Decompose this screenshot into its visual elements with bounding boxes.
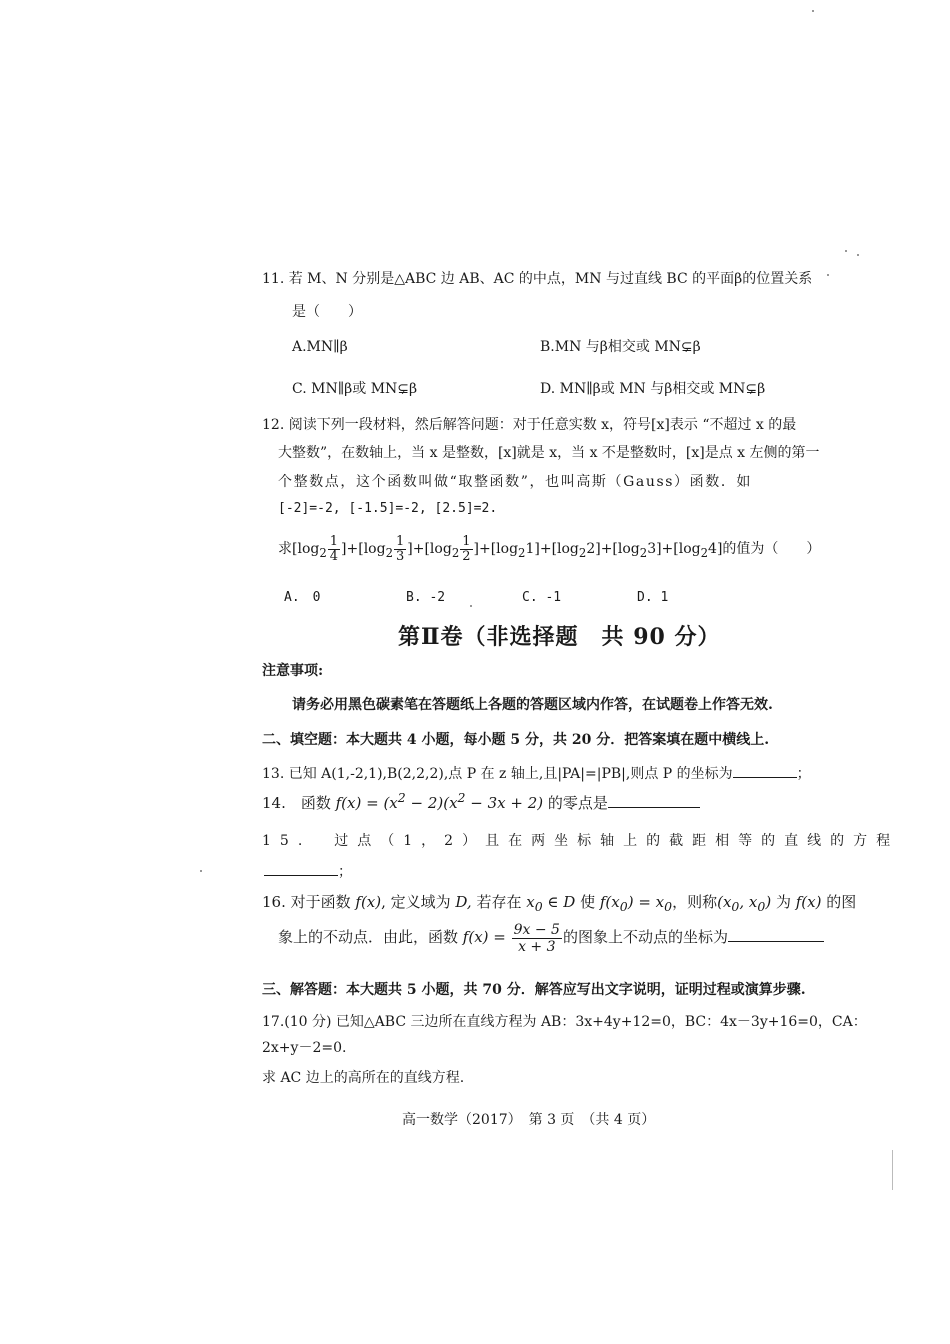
q16-math-x0: $x_0$ ∈ D [521,893,581,914]
q12-line-3: 个整数点，这个函数叫做“取整函数”，也叫高斯（Gauss）函数．如 [278,474,753,490]
q12-option-c: C. -1 [522,590,562,605]
log-sum-expression: [$\log_2$ $\frac{1}{4}$ ]$+[\log_2$ $\frac{1}{3}$ ]$+[\log_2$ $\frac{1}{2}$ ]$+[\log_21]+[\log_22]+[\log_23]+[\log_24]$ [292,533,723,564]
q12-option-b: B. -2 [406,590,446,605]
q16-math-fx: f(x) [350,893,382,911]
q12-line-2: 大整数”，在数轴上，当 x 是整数，[x]就是 x，当 x 不是整数时，[x]是点 x 左侧的第一 [278,445,820,461]
q16-text-c: 若存在 [476,893,522,911]
q12-line-4: [-2]=-2, [-1.5]=-2, [2.5]=2. [278,501,498,516]
section-2-title: 第Ⅱ卷（非选择题 共 90 分） [398,624,721,650]
scan-speck [857,254,859,256]
q14-suffix: 的零点是 [547,794,608,812]
q14 [262,789,700,812]
q16-text-f: 为 [775,893,791,911]
fill-in-section-heading: 二、填空题：本大题共 4 小题，每小题 5 分，共 20 分．把答案填在题中横线上. [262,732,770,748]
notice-body: 请务必用黑色碳素笔在答题纸上各题的答题区域内作答，在试题卷上作答无效. [292,697,773,713]
q16-math-point: ($x_0$, $x_0$) [717,893,776,914]
q15-end: ； [338,864,352,880]
q11-option-d: D. MN∥β或 MN 与β相交或 MN⊊β [540,381,766,397]
q11-stem-cont: 是（ ） [292,304,362,320]
q16-math-fx-2: f(x) [790,893,827,911]
q16-text-h: 象上的不动点．由此，函数 [278,928,459,946]
notice-heading: 注意事项: [262,663,324,679]
scan-edge-mark [892,1150,893,1190]
solution-section-heading: 三、解答题：本大题共 5 小题，共 70 分．解答应写出文字说明，证明过程或演算步骤. [262,982,806,998]
q16-text-g: 的图 [826,893,857,911]
scan-speck [812,10,814,12]
q17-line-3: 求 AC 边上的高所在的直线方程. [262,1070,465,1086]
q12-question [278,534,820,568]
q16-text-d: 使 [580,893,596,911]
q16-line-2 [278,920,824,955]
scan-speck [470,605,472,607]
scan-speck [827,274,829,276]
q12-line-1: 12. 阅读下列一段材料，然后解答问题：对于任意实数 x，符号[x]表示 “不超过 x 的最 [262,417,797,433]
q16-text-i: 的图象上不动点的坐标为 [562,928,728,946]
q16-math-eq: $f(x_0) = x_0$ [595,893,673,914]
q13-text: 13. 已知 A(1,-2,1),B(2,2,2),点 P 在 z 轴上,且|PA|=|PB|,则点 P 的坐标为 [262,766,733,782]
q11-option-a: A.MN∥β [292,339,348,355]
q16-math-d: D, [450,893,477,911]
q12-option-d: D. 1 [637,590,669,605]
q16-line-1 [262,893,856,916]
q12-question-prefix: 求 [278,541,292,557]
q16-text-b: , 定义域为 [381,893,451,911]
q12-option-a: A. 0 [284,590,321,605]
q14-prefix: 14. 函数 [262,794,331,812]
answer-blank [728,927,824,942]
q11-option-b: B.MN 与β相交或 MN⊊β [540,339,701,355]
page-footer: 高一数学（2017） 第 3 页 （共 4 页） [402,1112,656,1128]
q16-text-a: 16. 对于函数 [262,893,351,911]
answer-blank [608,793,700,808]
scan-speck [845,250,847,252]
q16-function: f(x) = $\frac{9x - 5}{x + 3}$ [458,921,560,955]
q11-option-c: C. MN∥β或 MN⊊β [292,381,418,397]
q15-text: 15. 过点（1，2）且在两坐标轴上的截距相等的直线的方程 [262,833,900,849]
scan-speck [200,870,202,872]
q17-line-2: 2x+y－2=0. [262,1040,347,1056]
q13-end: ； [796,766,811,782]
answer-blank [264,861,338,876]
q16-text-e: ，则称 [672,893,718,911]
answer-blank [733,763,797,778]
q12-question-suffix: 的值为（ ） [722,541,821,557]
q11-stem: 11. 若 M、N 分别是△ABC 边 AB、AC 的中点，MN 与过直线 BC 的平面β的位置关系 [262,271,813,287]
q14-function: $f(x) = (x^2 - 2)(x^2 - 3x + 2)$ [330,790,548,812]
q15-answer [264,861,352,881]
q17-line-1: 17.(10 分) 已知△ABC 三边所在直线方程为 AB：3x+4y+12=0，BC：4x－3y+16=0，CA： [262,1014,867,1030]
q13 [262,763,811,783]
